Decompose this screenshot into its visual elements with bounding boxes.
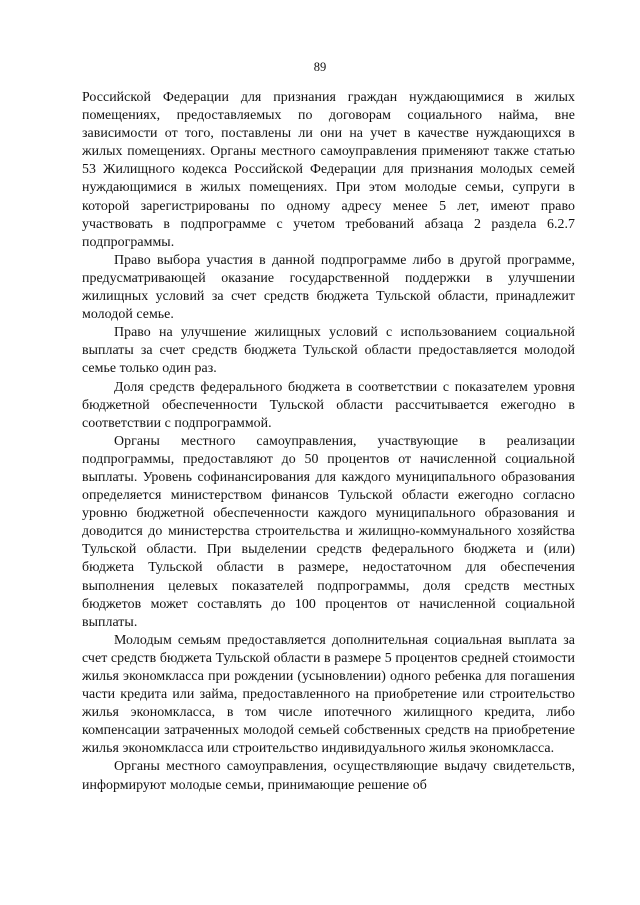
paragraph: Органы местного самоуправления, участвующие в реализации подпрограммы, предоставляют до 50 процентов от начисленной социальной выплаты. Уровень софинансирования для каждого муниципального образования определяется министерством финансов Тульской области ежегодно согласно уровню бюджетной обеспеченности каждого муниципального образования и доводится до министерства строительства и жилищно-коммунального хозяйства Тульской области. При выделении средств федерального бюджета и (или) бюджета Тульской области в размере, недостаточном для обеспечения выполнения целевых показателей подпрограммы, доля средств местных бюджетов может составлять до 100 процентов от начисленной социальной выплаты. — [82, 433, 575, 630]
paragraph: Право на улучшение жилищных условий с использованием социальной выплаты за счет средств бюджета Тульской области предоставляется молодой семье только один раз. — [82, 325, 575, 377]
document-body — [82, 89, 575, 795]
paragraph: Право выбора участия в данной подпрограмме либо в другой программе, предусматривающей оказание государственной поддержки в улучшении жилищных условий за счет средств бюджета Тульской области, принадлежит молодой семье. — [82, 252, 575, 323]
paragraph: Молодым семьям предоставляется дополнительная социальная выплата за счет средств бюджета Тульской области в размере 5 процентов средней стоимости жилья экономкласса при рождении (усыновлении) одного ребенка для погашения части кредита или займа, предоставленного на приобретение или строительство жилья экономкласса, в том числе ипотечного жилищного кредита, либо компенсации затраченных молодой семьей собственных средств на приобретение жилья экономкласса или строительство индивидуального жилья экономкласса. — [82, 632, 575, 757]
page-number: 89 — [313, 60, 327, 74]
paragraph-continuation: Российской Федерации для признания граждан нуждающимися в жилых помещениях, предоставляемых по договорам социального найма, вне зависимости от того, поставлены ли они на учет в качестве нуждающихся в жилых помещениях. Органы местного самоуправления применяют также статью 53 Жилищного кодекса Российской Федерации для признания молодых семей нуждающимися в жилых помещениях. При этом молодые семьи, супруги в которой зарегистрированы по одному адресу менее 5 лет, имеют право участвовать в подпрограмме с учетом требований абзаца 2 раздела 6.2.7 подпрограммы. — [82, 90, 575, 250]
paragraph: Доля средств федерального бюджета в соответствии с показателем уровня бюджетной обеспеченности Тульской области рассчитывается ежегодно в соответствии с подпрограммой. — [82, 379, 575, 431]
paragraph: Органы местного самоуправления, осуществляющие выдачу свидетельств, информируют молодые семьи, принимающие решение об — [82, 759, 575, 793]
